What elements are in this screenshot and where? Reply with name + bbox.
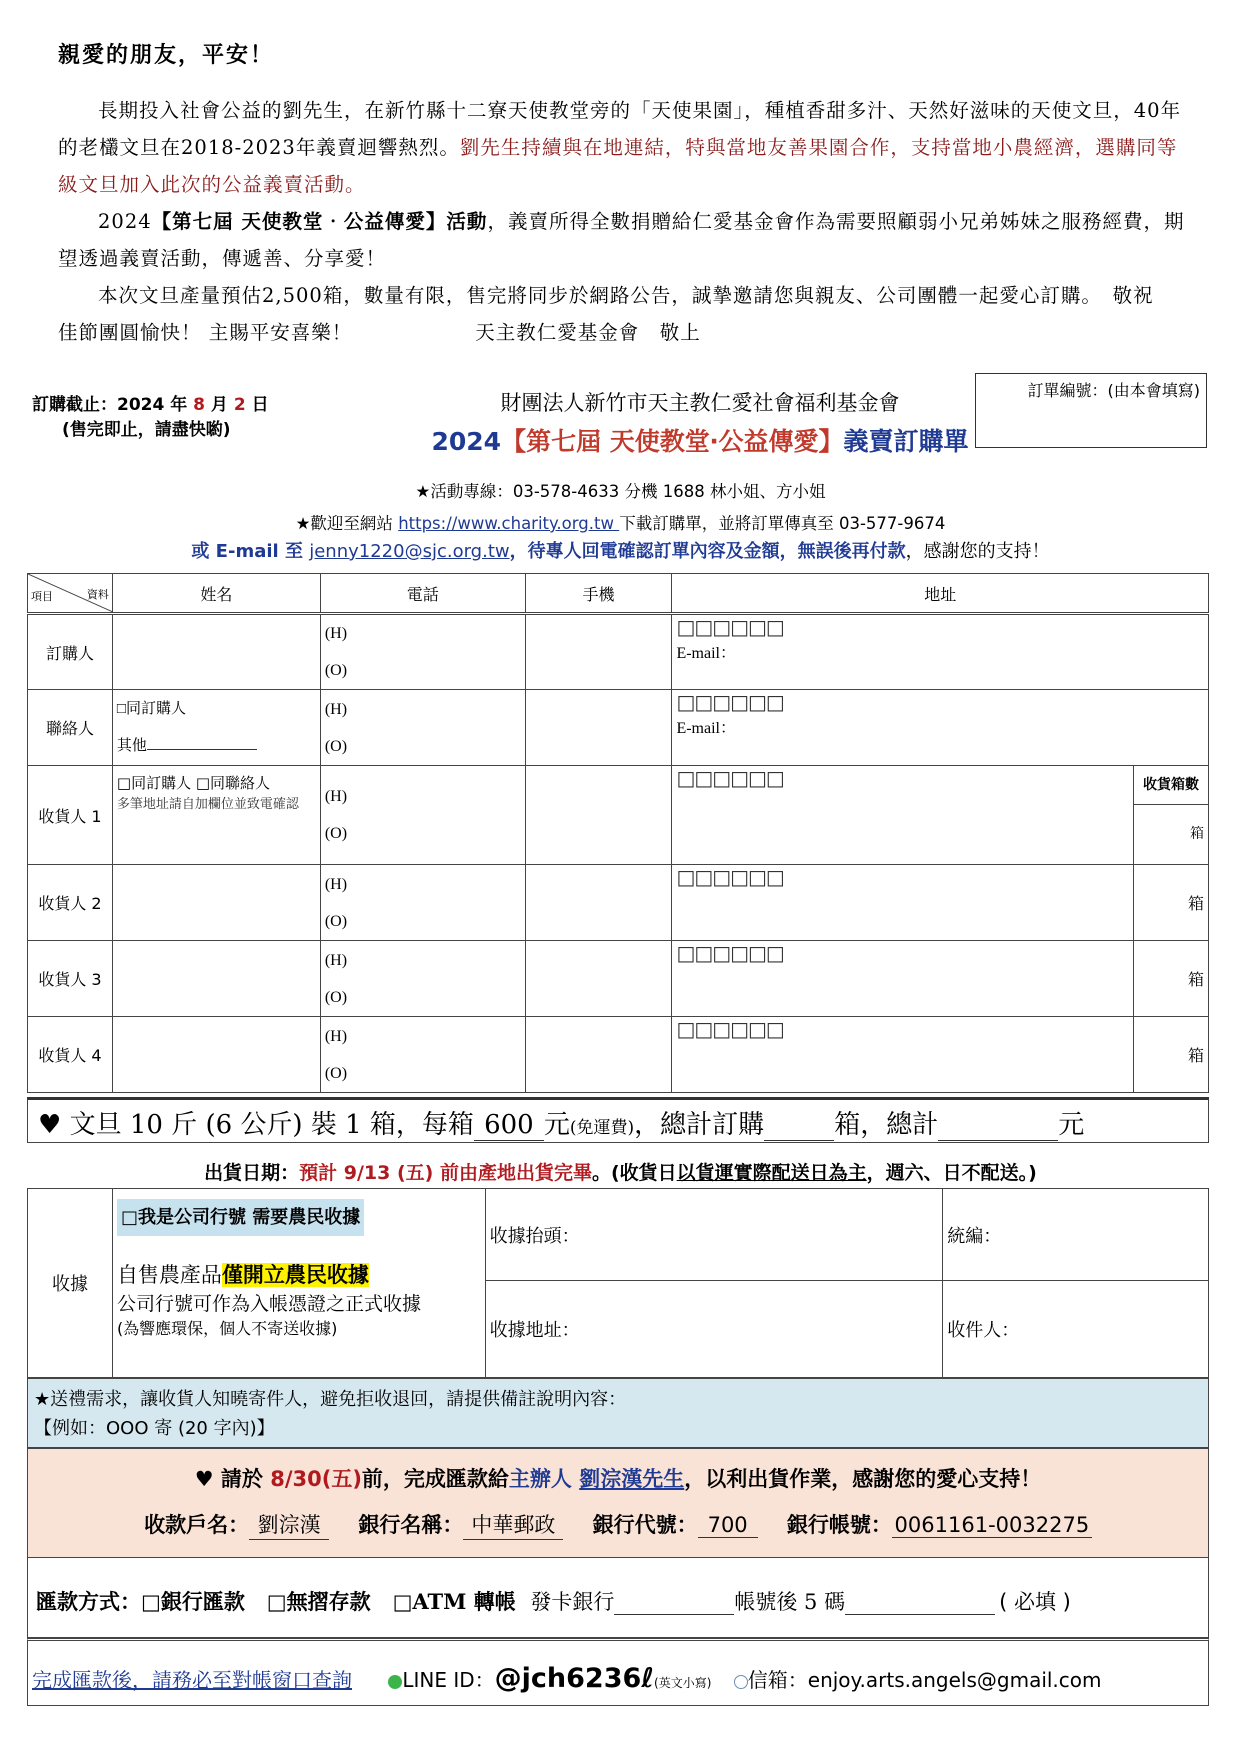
- receipt-line3: (為響應環保，個人不寄送收據): [116, 1319, 338, 1338]
- col-mobile: 手機: [525, 574, 672, 614]
- price-desc: ♥ 文旦 10 斤 (6 公斤) 裝 1 箱，每箱: [38, 1110, 474, 1140]
- phone-home: (H): [324, 788, 348, 805]
- receiver3-mobile-field[interactable]: [525, 941, 672, 1017]
- method-label: 匯款方式：: [36, 1590, 141, 1614]
- phone-office: (O): [324, 988, 348, 1006]
- mail-icon: [734, 1675, 748, 1689]
- row-receiver-4: 收貨人 4: [28, 1017, 113, 1093]
- table-row: [28, 1017, 1209, 1093]
- phone-office: (O): [324, 1064, 348, 1082]
- organization-name: 財團法人新竹市天主教仁愛社會福利基金會: [500, 391, 900, 415]
- receipt-farmer-only: 僅開立農民收據: [221, 1263, 369, 1287]
- remittance-box: [27, 1448, 1209, 1558]
- row-contact: 聯絡人: [28, 690, 113, 766]
- corner-item: 項目: [31, 590, 53, 603]
- table-row: [28, 1189, 1209, 1281]
- email-prefix: 或 E-mail 至: [191, 541, 310, 562]
- receipt-label: 收據: [28, 1189, 113, 1378]
- company-receipt-checkbox[interactable]: □我是公司行號 需要農民收據: [117, 1199, 364, 1236]
- order-number-box[interactable]: [975, 373, 1207, 448]
- phone-office: (O): [324, 825, 348, 842]
- table-row: [28, 865, 1209, 941]
- ship-end: ，週六、日不配送。): [866, 1162, 1037, 1184]
- receiver1-address-field[interactable]: [672, 766, 1134, 865]
- receipt-address-field[interactable]: 收據地址：: [485, 1281, 943, 1378]
- receiver2-phone-field[interactable]: [320, 865, 525, 941]
- receiver1-options[interactable]: □同訂購人 □同聯絡人: [116, 774, 271, 792]
- bank-info: [28, 1509, 1208, 1540]
- phone-office: (O): [324, 912, 348, 930]
- total-amount-label: 箱，總計: [834, 1110, 939, 1140]
- title-end: 義賣訂購單: [843, 427, 969, 456]
- zip-boxes: □□□□□□: [676, 615, 784, 639]
- receiver2-mobile-field[interactable]: [525, 865, 672, 941]
- email-instruction: ，待專人回電確認訂單內容及金額，無誤後再付款: [509, 541, 906, 562]
- deadline-day: 2: [233, 395, 246, 415]
- issuer-field[interactable]: [614, 1590, 734, 1615]
- letter-paragraph-1: [58, 92, 1188, 203]
- price-line: [27, 1097, 1209, 1143]
- row-receiver-3: 收貨人 3: [28, 941, 113, 1017]
- letter-p3-text: 本次文旦產量預估2,500箱，數量有限，售完將同步於網路公告，誠摯邀請您與親友、公司團體一起愛心訂購。 敬祝 佳節團圓愉快！ 主賜平安喜樂！ 天主教仁愛基金會 敬上: [58, 284, 1175, 344]
- box-unit: 箱: [1187, 1046, 1204, 1065]
- receipt-table: [27, 1188, 1209, 1378]
- ship-date: 預計 9/13 (五) 前由產地出貨完畢: [299, 1162, 592, 1184]
- receiver4-phone-field[interactable]: [320, 1017, 525, 1093]
- acct-name: 劉淙漢: [249, 1509, 329, 1540]
- box-unit: 箱: [1187, 894, 1204, 913]
- letter-paragraph-3: [58, 277, 1188, 351]
- title-main: 【第七屆 天使教堂‧公益傳愛】: [501, 427, 844, 456]
- corner-cell: [28, 574, 113, 614]
- deadline-day-unit: 日: [251, 395, 269, 415]
- shipping-line: [0, 1158, 1241, 1185]
- acct-number: 0061161-0032275: [892, 1513, 1092, 1538]
- phone-home: (H): [324, 875, 348, 893]
- total-boxes-field[interactable]: [764, 1110, 834, 1141]
- ship-label: 出貨日期：: [204, 1162, 300, 1184]
- contact-phone-field[interactable]: [320, 690, 525, 766]
- greeting: 親愛的朋友，平安！: [58, 42, 275, 68]
- receiver3-name-field[interactable]: [112, 941, 320, 1017]
- last5-field[interactable]: [845, 1590, 995, 1615]
- footer: [27, 1638, 1209, 1706]
- website-suffix: 下載訂購單，並將訂單傳真至 03-577-9674: [619, 514, 946, 533]
- contact-name-field[interactable]: [112, 690, 320, 766]
- required-note: ( 必填 ): [999, 1590, 1071, 1614]
- contact-same-as-orderer-checkbox[interactable]: □同訂購人: [116, 700, 186, 717]
- receiver4-mobile-field[interactable]: [525, 1017, 672, 1093]
- line-note: (英文小寫): [654, 1676, 712, 1690]
- receipt-tax-id-field[interactable]: 統編：: [943, 1189, 1209, 1281]
- website-prefix: ★歡迎至網站: [295, 514, 399, 533]
- email-link[interactable]: jenny1220@sjc.org.tw: [309, 541, 510, 562]
- email-thanks: ，感謝您的支持！: [905, 541, 1050, 562]
- box-unit: 箱: [1187, 970, 1204, 989]
- method-bank-transfer-checkbox[interactable]: □銀行匯款: [141, 1590, 245, 1614]
- mail-address: enjoy.arts.angels@gmail.com: [807, 1668, 1102, 1692]
- receiver2-address-field[interactable]: [672, 865, 1134, 941]
- phone-home: (H): [324, 625, 348, 642]
- table-row: [28, 690, 1209, 766]
- remit-prefix: ♥ 請於: [194, 1467, 263, 1491]
- price-amount: 600: [474, 1110, 544, 1141]
- receiver1-boxes-field[interactable]: [1134, 766, 1209, 865]
- receiver4-address-field[interactable]: [672, 1017, 1134, 1093]
- line-label: LINE ID：: [402, 1668, 495, 1692]
- col-address: 地址: [672, 574, 1209, 614]
- bank-name: 中華郵政: [463, 1509, 563, 1540]
- remit-name: 劉淙漢先生: [579, 1467, 685, 1491]
- box-unit: 箱: [1190, 826, 1204, 842]
- remit-end: ，以利出貨作業，感謝您的愛心支持！: [684, 1467, 1042, 1491]
- method-atm-checkbox[interactable]: □ATM 轉帳: [392, 1589, 516, 1614]
- title-year: 2024: [431, 427, 502, 456]
- receiver4-boxes-field[interactable]: [1134, 1017, 1209, 1093]
- deadline-label: 訂購截止：2024 年: [32, 395, 188, 415]
- receiver1-mobile-field[interactable]: [525, 766, 672, 865]
- letter-paragraph-2: [58, 203, 1188, 277]
- phone-home: (H): [324, 951, 348, 969]
- col-phone: 電話: [320, 574, 525, 614]
- table-row: [28, 766, 1209, 865]
- email-line: [0, 537, 1241, 563]
- zip-boxes: □□□□□□: [676, 690, 784, 714]
- boxes-count-label: 收貨箱數: [1134, 766, 1208, 805]
- receiver3-boxes-field[interactable]: [1134, 941, 1209, 1017]
- zip-boxes: □□□□□□: [676, 941, 784, 965]
- col-name: 姓名: [112, 574, 320, 614]
- free-shipping: (免運費): [569, 1118, 635, 1138]
- ship-mid: 。(收貨日: [591, 1162, 677, 1184]
- phone-home: (H): [324, 1027, 348, 1045]
- receiver3-phone-field[interactable]: [320, 941, 525, 1017]
- orderer-name-field[interactable]: [112, 614, 320, 690]
- contact-mobile-field[interactable]: [525, 690, 672, 766]
- receipt-options: [112, 1189, 485, 1378]
- receiver1-name-field[interactable]: [112, 766, 320, 865]
- contact-other-label: 其他: [116, 737, 147, 754]
- receipt-title-field[interactable]: 收據抬頭：: [485, 1189, 943, 1281]
- order-table: [27, 573, 1209, 1093]
- line-id: @jch6236ℓ: [494, 1663, 655, 1694]
- letter-p1-text: 長期投入社會公益的劉先生，在新竹縣十二寮天使教堂旁的「天使果園」，種植香甜多汁、天然好滋味的天使文旦，40年的老欉文旦在2018-2023年義賣迴響熱烈。: [58, 99, 1182, 159]
- letter-p2-text: ，義賣所得全數捐贈給仁愛基金會作為需要照顧弱小兄弟姊妹之服務經費，期望透過義賣活動，傳遞善、分享愛！: [58, 210, 1185, 270]
- corner-data: 資料: [86, 588, 109, 601]
- row-orderer: 訂購人: [28, 614, 113, 690]
- orderer-address-field[interactable]: [672, 614, 1209, 690]
- website-link[interactable]: https://www.charity.org.tw: [398, 514, 620, 533]
- deadline-note: (售完即止，請盡快喲): [62, 420, 231, 440]
- receipt-line2: 公司行號可作為入帳憑證之正式收據: [116, 1293, 421, 1315]
- orderer-phone-field[interactable]: [320, 614, 525, 690]
- receipt-self-sold: 自售農產品: [116, 1263, 222, 1287]
- price-unit: 元: [543, 1110, 570, 1140]
- remit-host: 主辦人: [508, 1467, 572, 1491]
- table-row: [28, 941, 1209, 1017]
- receiver4-name-field[interactable]: [112, 1017, 320, 1093]
- gift-note[interactable]: [27, 1378, 1209, 1448]
- table-row: [28, 614, 1209, 690]
- line-icon: [388, 1675, 402, 1689]
- remit-date: 8/30(五): [270, 1467, 362, 1491]
- orderer-email-label: E-mail：: [676, 645, 736, 662]
- row-receiver-1: 收貨人 1: [28, 766, 113, 865]
- gift-line1: ★送禮需求，讓收貨人知曉寄件人，避免拒收退回，請提供備註說明內容：: [34, 1389, 627, 1410]
- code-label: 銀行代號：: [592, 1513, 698, 1537]
- deadline-month: 8: [193, 395, 205, 415]
- row-receiver-2: 收貨人 2: [28, 865, 113, 941]
- acct-name-label: 收款戶名：: [144, 1513, 250, 1537]
- order-number-label: 訂單編號：(由本會填寫): [1027, 381, 1200, 400]
- contact-email-label: E-mail：: [676, 720, 736, 737]
- orderer-mobile-field[interactable]: [525, 614, 672, 690]
- remit-line: [28, 1463, 1208, 1493]
- last5-label: 帳號後 5 碼: [734, 1590, 846, 1614]
- phone-home: (H): [324, 700, 348, 718]
- bank-code: 700: [698, 1513, 758, 1538]
- hotline: ★活動專線：03-578-4633 分機 1688 林小姐、方小姐: [415, 482, 826, 501]
- method-cash-deposit-checkbox[interactable]: □無摺存款: [266, 1590, 371, 1614]
- reconcile-link[interactable]: 完成匯款後，請務必至對帳窗口查詢: [32, 1668, 352, 1692]
- remit-mid: 前，完成匯款給: [361, 1467, 509, 1491]
- contact-address-field[interactable]: [672, 690, 1209, 766]
- receiver1-phone-field[interactable]: [320, 766, 525, 865]
- payment-method: [27, 1558, 1209, 1638]
- receiver2-boxes-field[interactable]: [1134, 865, 1209, 941]
- deadline-month-unit: 月: [210, 395, 228, 415]
- letter-p1-highlight: 劉先生持續與在地連結，特與當地友善果園合作，支持當地小農經濟，選購同等級文旦加入此次的公益義賣活動。: [58, 136, 1178, 196]
- gift-line2: 【例如：OOO 寄 (20 字內)】: [34, 1418, 275, 1439]
- website-line: [0, 510, 1241, 534]
- ship-note: 以貨運實際配送日為主: [676, 1162, 867, 1184]
- letter-p2-event: 【第七屆 天使教堂‧公益傳愛】活動: [151, 210, 488, 233]
- mail-label: 信箱：: [747, 1668, 808, 1692]
- zip-boxes: □□□□□□: [676, 766, 784, 790]
- table-header-row: [28, 574, 1209, 614]
- zip-boxes: □□□□□□: [676, 1017, 784, 1041]
- phone-office: (O): [324, 737, 348, 755]
- letter-p2-year: 2024: [98, 210, 152, 233]
- receiver1-note: 多筆地址請自加欄位並致電確認: [116, 797, 299, 812]
- zip-boxes: □□□□□□: [676, 865, 784, 889]
- total-boxes-label: ，總計訂購: [634, 1110, 765, 1140]
- issuer-label: 發卡銀行: [530, 1590, 615, 1614]
- bank-label: 銀行名稱：: [358, 1513, 464, 1537]
- total-amount-unit: 元: [1058, 1110, 1085, 1140]
- receipt-recipient-field[interactable]: 收件人：: [943, 1281, 1209, 1378]
- receiver3-address-field[interactable]: [672, 941, 1134, 1017]
- receiver2-name-field[interactable]: [112, 865, 320, 941]
- phone-office: (O): [324, 662, 348, 679]
- total-amount-field[interactable]: [938, 1110, 1058, 1141]
- acct-label: 銀行帳號：: [786, 1513, 892, 1537]
